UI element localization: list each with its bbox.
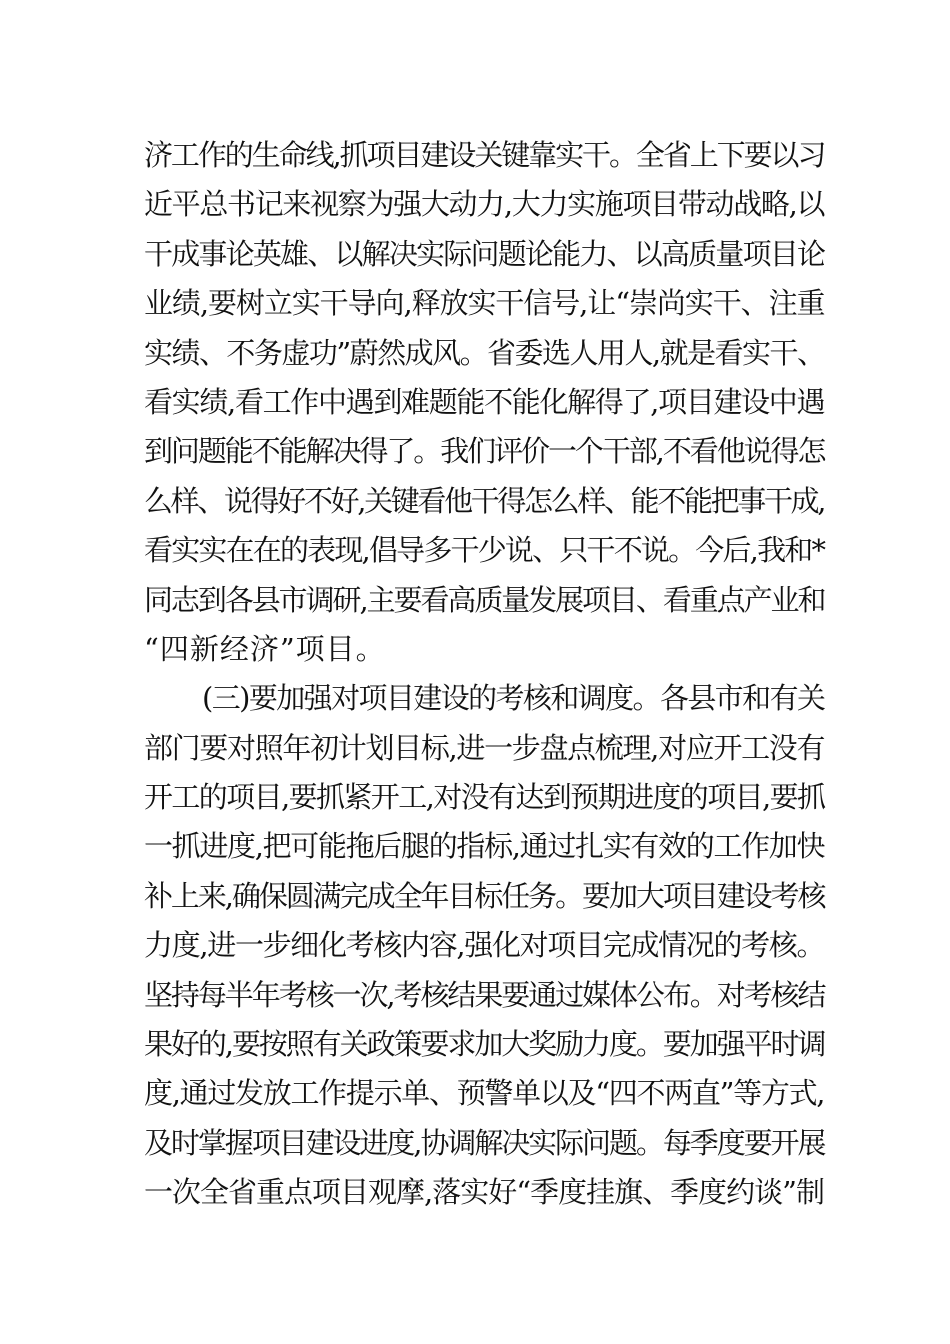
text-line: 力度,进一步细化考核内容,强化对项目完成情况的考核。 xyxy=(144,928,824,963)
text-line: 一次全省重点项目观摩,落实好“季度挂旗、季度约谈”制 xyxy=(144,1175,824,1210)
text-line: 一抓进度,把可能拖后腿的指标,通过扎实有效的工作加快 xyxy=(144,829,824,864)
text-line: 实绩、不务虚功”蔚然成风。省委选人用人,就是看实干、 xyxy=(144,335,824,370)
text-line: 业绩,要树立实干导向,释放实干信号,让“崇尚实干、注重 xyxy=(144,286,824,321)
text-line: 看实实在在的表现,倡导多干少说、只干不说。今后,我和* xyxy=(144,533,824,568)
paragraph-end-line: “四新经济”项目。 xyxy=(144,631,386,666)
document-body xyxy=(144,131,824,1218)
text-line: 同志到各县市调研,主要看高质量发展项目、看重点产业和 xyxy=(144,582,824,617)
text-line: 济工作的生命线,抓项目建设关键靠实干。全省上下要以习 xyxy=(144,138,824,172)
text-line: 看实绩,看工作中遇到难题能不能化解得了,项目建设中遇 xyxy=(144,384,824,419)
text-line: 及时掌握项目建设进度,协调解决实际问题。每季度要开展 xyxy=(144,1125,824,1160)
text-line: 坚持每半年考核一次,考核结果要通过媒体公布。对考核结 xyxy=(144,977,824,1012)
text-line: 近平总书记来视察为强大动力,大力实施项目带动战略,以 xyxy=(144,187,824,222)
text-line: 么样、说得好不好,关键看他干得怎么样、能不能把事干成, xyxy=(144,483,824,518)
text-line: 补上来,确保圆满完成全年目标任务。要加大项目建设考核 xyxy=(144,878,824,913)
text-line: 开工的项目,要抓紧开工,对没有达到预期进度的项目,要抓 xyxy=(144,780,824,815)
text-line: 部门要对照年初计划目标,进一步盘点梳理,对应开工没有 xyxy=(144,730,824,765)
text-line: 度,通过发放工作提示单、预警单以及“四不两直”等方式, xyxy=(144,1076,824,1111)
text-line: 干成事论英雄、以解决实际问题论能力、以高质量项目论 xyxy=(144,236,824,271)
text-line: 到问题能不能解决得了。我们评价一个干部,不看他说得怎 xyxy=(144,434,824,469)
text-line: 果好的,要按照有关政策要求加大奖励力度。要加强平时调 xyxy=(144,1027,824,1062)
section-heading-line: (三)要加强对项目建设的考核和调度。各县市和有关 xyxy=(202,681,824,716)
